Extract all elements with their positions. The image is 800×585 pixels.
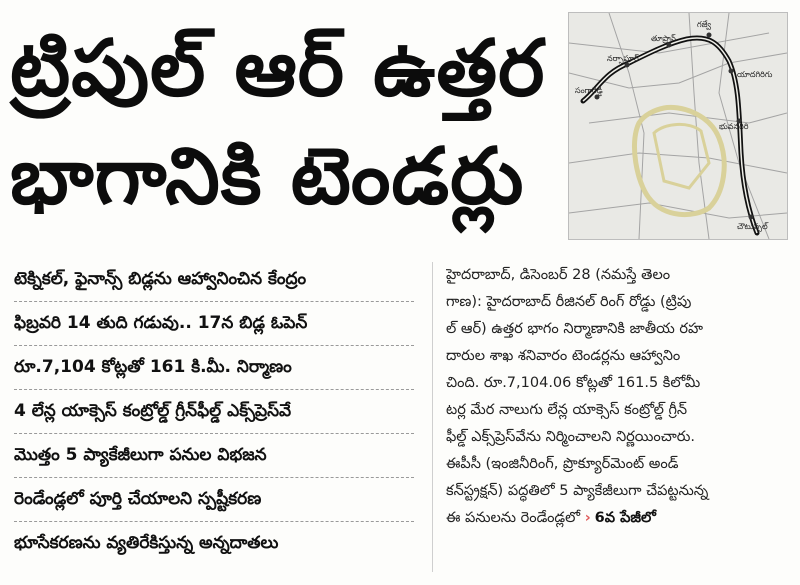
key-point: రెండేండ్లలో పూర్తి చేయాలని స్పష్టీకరణ <box>14 478 414 522</box>
key-point: మొత్తం 5 ప్యాకేజీలుగా పనుల విభజన <box>14 434 414 478</box>
article-line: చింది. రూ.7,104.06 కోట్లతో 161.5 కిలోమీ <box>446 375 701 391</box>
article-line: గాణ): హైదరాబాద్ రీజినల్ రింగ్ రోడ్డు (ట్రిపు <box>446 294 692 310</box>
chevron-right-icon: › <box>584 510 591 526</box>
article-line: దారుల శాఖ శనివారం టెండర్లను ఆహ్వానిం <box>446 348 681 364</box>
article-line: టర్ల మేర నాలుగు లేన్ల యాక్సెస్ కంట్రోల్డ్ గ్రీన్ <box>446 402 688 418</box>
key-point: ఫిబ్రవరి 14 తుది గడువు.. 17న బిడ్ల ఓపెన్ <box>14 302 414 346</box>
article-line-text: ఈ పనులను రెండేండ్లలో <box>446 510 581 526</box>
map-label-sangareddy: సంగారెడ్డి <box>575 86 603 95</box>
continuation-link[interactable] <box>585 510 656 526</box>
map-label-bhuvanagiri: భువనగిరి <box>719 122 749 131</box>
map-label-toopran: తూప్రాన్ <box>651 34 676 43</box>
key-point: టెక్నికల్, ఫైనాన్స్ బిడ్లను ఆహ్వానించిన కేంద్రం <box>14 258 414 302</box>
key-point: భూసేకరణను వ్యతిరేకిస్తున్న అన్నదాతలు <box>14 533 279 553</box>
article-line: ఈపీసీ (ఇంజినీరింగ్, ప్రొక్యూర్‌మెంట్ అండ్ <box>446 456 679 472</box>
key-point: 4 లేన్ల యాక్సెస్ కంట్రోల్డ్ గ్రీన్‌ఫీల్డ్ ఎక్స్‌ప్రెస్‌వే <box>14 390 414 434</box>
article-line: హైదరాబాద్, డిసెంబర్ 28 (నమస్తే తెలం <box>446 267 671 283</box>
key-point: రూ.7,104 కోట్లతో 161 కి.మీ. నిర్మాణం <box>14 346 414 390</box>
rrr-route-map <box>568 12 788 240</box>
headline-line-2: భాగానికి టెండర్లు <box>10 132 525 222</box>
map-label-narsapur: నర్సాపూర్ <box>607 54 639 63</box>
article-body <box>446 262 786 532</box>
map-label-yadagirigutta: యాదగిరిగు <box>737 70 773 79</box>
article-line: కన్‌స్ట్రక్షన్) పద్ధతిలో 5 ప్యాకేజీలుగా చేపట్టనున్న <box>446 483 709 499</box>
column-divider <box>432 262 433 572</box>
map-label-choutuppal: చౌటుప్పల్ <box>737 222 768 231</box>
map-label-gajwel: గజ్వే <box>697 20 711 29</box>
headline-line-1: ట్రిపుల్ ఆర్ ఉత్తర <box>10 24 546 114</box>
article-line: ఫీల్డ్ ఎక్స్‌ప్రెస్‌వేను నిర్మించాలని నిర్ణయించారు. <box>446 429 695 445</box>
article-last-line <box>446 505 786 532</box>
article-line: ల్ ఆర్) ఉత్తర భాగం నిర్మాణానికి జాతీయ రహ <box>446 321 703 337</box>
continuation-label: 6వ పేజీలో <box>594 510 656 526</box>
key-points-list <box>14 258 414 566</box>
